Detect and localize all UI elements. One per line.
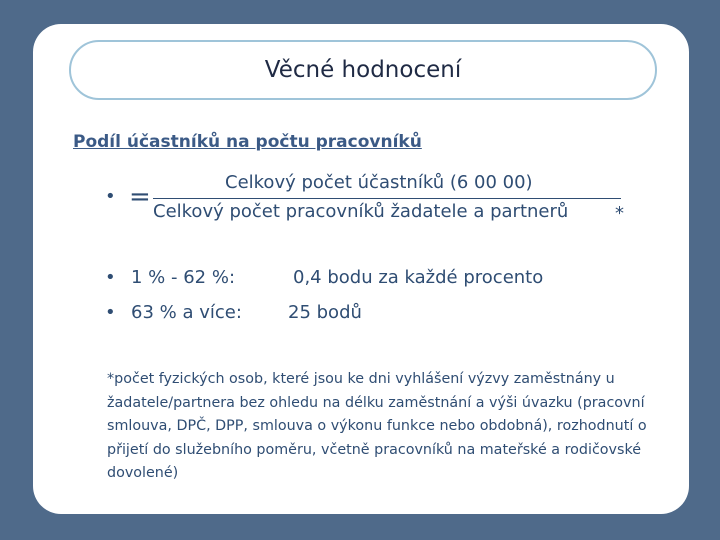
- point-bullet: •: [105, 302, 116, 323]
- formula: [105, 172, 645, 232]
- point-bullet: •: [105, 267, 116, 288]
- formula-denominator: Celkový počet pracovníků žadatele a partnerů: [153, 201, 569, 222]
- point-row-2: [105, 302, 625, 328]
- equals-sign: =: [129, 182, 151, 212]
- point-value: 25 bodů: [288, 302, 362, 323]
- point-label: 63 % a více:: [131, 302, 242, 323]
- point-row-1: [105, 267, 625, 293]
- fraction-bar: [153, 198, 621, 199]
- point-value: 0,4 bodu za každé procento: [293, 267, 544, 288]
- title-box: [69, 40, 657, 100]
- footnote: *počet fyzických osob, které jsou ke dni vyhlášení výzvy zaměstnány u žadatele/partnera bez ohledu na délku zaměstnání a výši úvazku (pracovní smlouva, DPČ, DPP, smlouva o výkonu funkce nebo obdobná), rozhodnutí o přijetí do služebního poměru, včetně pracovníků na mateřské a rodičovské dovolené): [107, 371, 647, 481]
- slide: [33, 24, 689, 514]
- slide-title: Věcné hodnocení: [264, 57, 462, 83]
- formula-numerator: Celkový počet účastníků (6 00 00): [225, 172, 533, 193]
- section-heading: Podíl účastníků na počtu pracovníků: [73, 132, 422, 152]
- formula-asterisk: *: [615, 203, 624, 224]
- point-label: 1 % - 62 %:: [131, 267, 236, 288]
- formula-bullet: •: [105, 186, 116, 207]
